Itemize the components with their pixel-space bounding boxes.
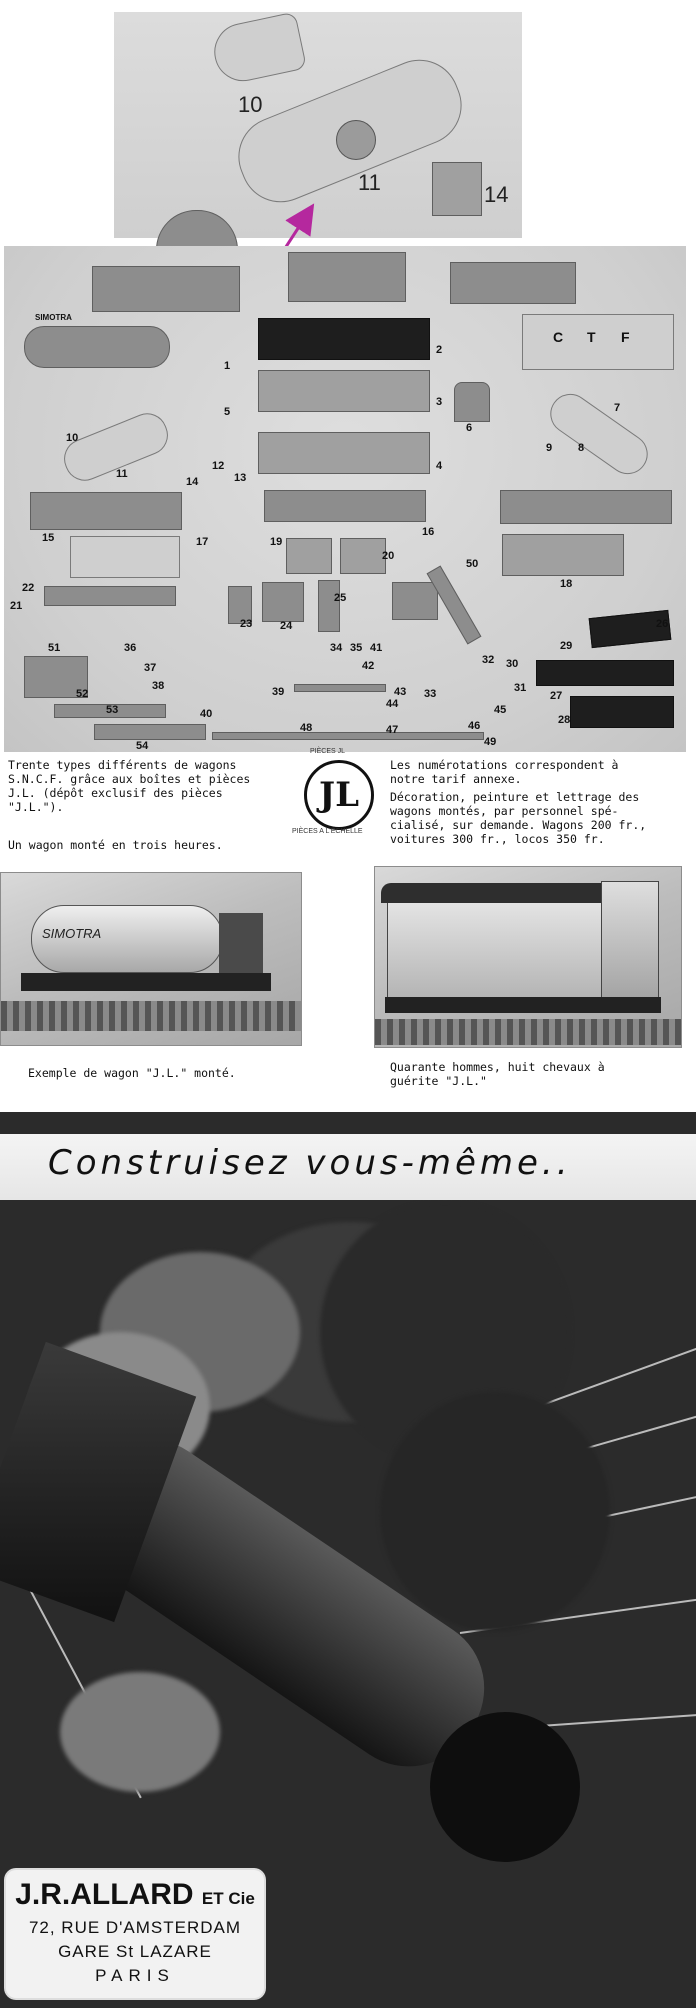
locomotive-smokebox	[430, 1712, 580, 1862]
part-number-52: 52	[76, 688, 89, 700]
part-number-10: 10	[66, 432, 79, 444]
part-18-side	[502, 534, 624, 576]
part-number-44: 44	[386, 698, 399, 710]
part-long-panel	[70, 536, 180, 578]
part-number-30: 30	[506, 658, 519, 670]
tank-wagon-part	[24, 313, 170, 368]
part-number-12: 12	[212, 460, 225, 472]
part-bogie-right	[392, 582, 438, 620]
part-number-17: 17	[196, 536, 209, 548]
jl-logo	[304, 760, 374, 830]
part-number-25: 25	[334, 592, 347, 604]
part-15-side	[30, 492, 182, 530]
guerite-track	[375, 1019, 681, 1045]
part-16-side	[264, 490, 426, 522]
part-4-panel	[258, 432, 430, 474]
part-number-39: 39	[272, 686, 285, 698]
part-27	[536, 660, 674, 686]
parts-catalog	[4, 246, 686, 752]
ctf-letter-f: F	[621, 329, 630, 345]
part-number-1: 1	[224, 360, 231, 372]
tank-chassis	[21, 973, 271, 991]
part-number-50: 50	[466, 558, 479, 570]
smoke-cloud	[60, 1672, 220, 1792]
zoom-label-14: 14	[484, 182, 509, 207]
part-number-28: 28	[558, 714, 571, 726]
part-number-7: 7	[614, 402, 621, 414]
part-number-21: 21	[10, 600, 23, 612]
ctf-letter-c: C	[553, 329, 564, 345]
part-number-53: 53	[106, 704, 119, 716]
wagon-top-right	[450, 262, 576, 304]
tank-track	[1, 1001, 301, 1031]
jl-logo-ring-top: PIÈCES JL	[310, 748, 346, 755]
part-number-6: 6	[466, 422, 473, 434]
part-number-3: 3	[436, 396, 443, 408]
address-line-1: 72, RUE D'AMSTERDAM	[28, 1918, 242, 1937]
part-number-45: 45	[494, 704, 507, 716]
smoke-cloud	[380, 1392, 610, 1632]
caption-right-first: Les numérotations correspondent à notre tarif annexe.	[390, 758, 619, 786]
part-number-9: 9	[546, 442, 553, 454]
photo-tank-wagon	[0, 872, 302, 1046]
part-number-14: 14	[186, 476, 199, 488]
part-number-38: 38	[152, 680, 165, 692]
part-49-rail	[212, 732, 484, 740]
caption-left: Trente types différents de wagons S.N.C.F. grâce aux boîtes et pièces J.L. (dépôt exclusif des pièces "J.L.").	[8, 758, 251, 814]
part-number-23: 23	[240, 618, 253, 630]
company-name-suffix: ET Cie	[201, 1889, 255, 1908]
part-number-2: 2	[436, 344, 443, 356]
tank-part-lettering: SIMOTRA	[35, 313, 72, 322]
ctf-wagon	[522, 314, 674, 370]
part-number-15: 15	[42, 532, 55, 544]
part-number-13: 13	[234, 472, 247, 484]
part-number-27: 27	[550, 690, 563, 702]
caption-tank-wagon: Exemple de wagon "J.L." monté.	[28, 1066, 236, 1080]
part-number-49: 49	[484, 736, 497, 748]
part-number-32: 32	[482, 654, 495, 666]
company-name	[6, 1878, 264, 1912]
part-number-41: 41	[370, 642, 383, 654]
part-25	[318, 580, 340, 632]
part-number-46: 46	[468, 720, 481, 732]
photo-guerite-wagon	[374, 866, 682, 1048]
part-number-5: 5	[224, 406, 231, 418]
caption-guerite-wagon: Quarante hommes, huit chevaux à guérite "J.L."	[390, 1060, 605, 1088]
wagon-top-center	[288, 252, 406, 302]
part-54	[94, 724, 206, 740]
part-number-37: 37	[144, 662, 157, 674]
part-number-11: 11	[116, 468, 128, 480]
part-3-panel	[258, 370, 430, 412]
part-number-24: 24	[280, 620, 293, 632]
wagon-top-left	[92, 266, 240, 312]
caption-left-second: Un wagon monté en trois heures.	[8, 838, 223, 852]
address-line-2: GARE St LAZARE	[58, 1942, 212, 1961]
part-side-right	[500, 490, 672, 524]
part-number-42: 42	[362, 660, 375, 672]
part-19	[286, 538, 332, 574]
banner-title: Construisez vous-même..	[48, 1143, 572, 1183]
part-number-8: 8	[578, 442, 585, 454]
part-21-row	[44, 586, 176, 606]
part-number-35: 35	[350, 642, 363, 654]
address-line-3: PARIS	[95, 1966, 175, 1985]
part-number-43: 43	[394, 686, 407, 698]
company-name-main: J.R.ALLARD	[15, 1878, 194, 1911]
zoom-label-10: 10	[238, 92, 263, 117]
tank-photo-lettering: SIMOTRA	[42, 926, 102, 941]
part-24	[262, 582, 304, 622]
jl-logo-ring-bottom: PIÈCES A L'ÉCHELLE	[292, 828, 363, 835]
part-number-4: 4	[436, 460, 443, 472]
part-number-51: 51	[48, 642, 61, 654]
tank-cab	[219, 913, 263, 979]
part-6	[454, 382, 490, 422]
guerite-body	[387, 897, 609, 999]
guerite-roof	[381, 883, 615, 903]
part-44-rail	[294, 684, 386, 692]
part-number-48: 48	[300, 722, 313, 734]
part-number-31: 31	[514, 682, 527, 694]
part-number-36: 36	[124, 642, 137, 654]
part-8-small	[542, 386, 655, 482]
part-number-18: 18	[560, 578, 573, 590]
jl-logo-letters: JL	[319, 775, 359, 815]
guerite-chassis	[385, 997, 661, 1013]
zoom-label-11: 11	[358, 170, 381, 195]
part-2-roof	[258, 318, 430, 360]
caption-right-second: Décoration, peinture et lettrage des wagons montés, par personnel spé- cialisé, sur demande. Wagons 200 fr., voitures 300 fr., locos 350 fr.	[390, 790, 647, 846]
part-number-26: 26	[656, 618, 669, 630]
part-number-22: 22	[22, 582, 35, 594]
part-number-47: 47	[386, 724, 399, 736]
part-number-29: 29	[560, 640, 573, 652]
part-28	[570, 696, 674, 728]
part-number-19: 19	[270, 536, 283, 548]
guerite-cabin	[601, 881, 659, 999]
ctf-letter-t: T	[587, 329, 596, 345]
part-number-40: 40	[200, 708, 213, 720]
part-number-54: 54	[136, 740, 149, 752]
part-number-33: 33	[424, 688, 437, 700]
part-number-34: 34	[330, 642, 343, 654]
part-20	[340, 538, 386, 574]
part-number-16: 16	[422, 526, 435, 538]
part-number-20: 20	[382, 550, 395, 562]
tank-body	[31, 905, 223, 973]
